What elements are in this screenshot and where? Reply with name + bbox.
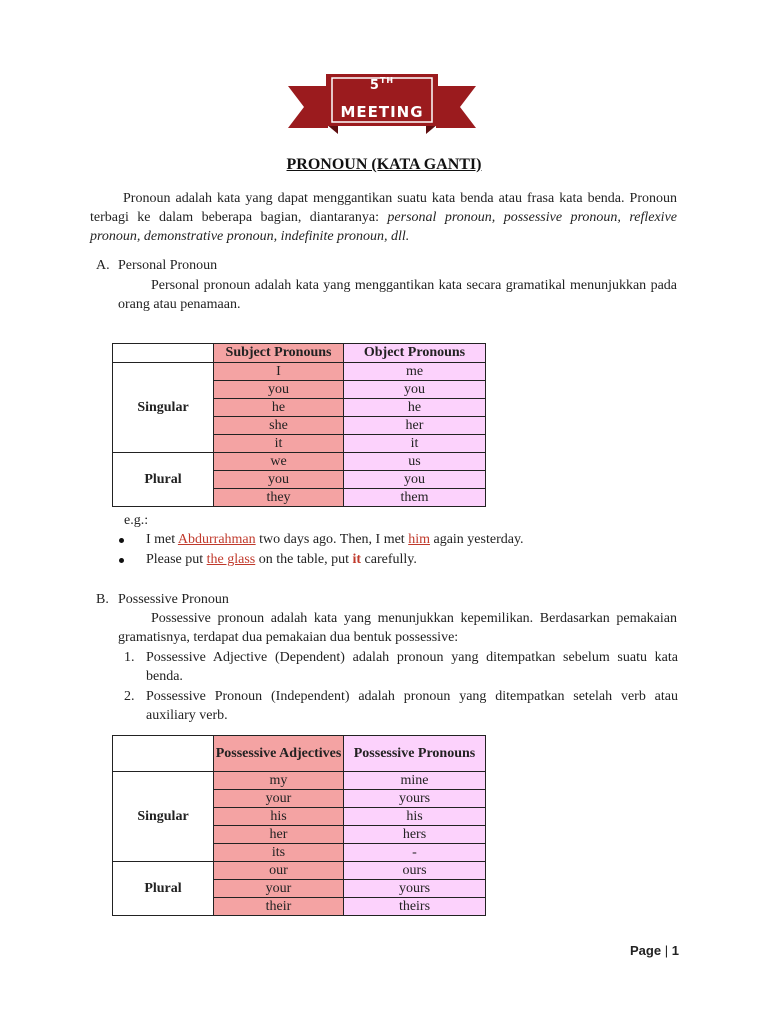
- meeting-number: 5TH: [369, 76, 395, 93]
- possessive-pronoun-table: [112, 735, 486, 916]
- table-cell: his: [214, 808, 344, 826]
- example-list: [146, 530, 524, 570]
- table-cell: theirs: [344, 898, 486, 916]
- table-cell: it: [344, 435, 486, 453]
- section-a-description: Personal pronoun adalah kata yang menggantikan kata secara gramatikal menunjukkan pada orang atau penamaan.: [118, 278, 677, 312]
- bullet-icon: [119, 558, 124, 563]
- section-b-description: Possessive pronoun adalah kata yang menunjukkan kepemilikan. Berdasarkan pemakaian gramatisnya, terdapat dua pemakaian dua bentuk possessive:: [118, 611, 677, 645]
- table-cell: your: [214, 790, 344, 808]
- table-cell: he: [214, 399, 344, 417]
- table-cell: his: [344, 808, 486, 826]
- list-item: I met Abdurrahman two days ago. Then, I met him again yesterday.: [146, 530, 524, 550]
- table-cell: my: [214, 772, 344, 790]
- object-pronouns-header: Object Pronouns: [344, 344, 486, 363]
- table-cell: we: [214, 453, 344, 471]
- singular-label: Singular: [113, 772, 214, 862]
- table-cell: you: [344, 381, 486, 399]
- table-cell: he: [344, 399, 486, 417]
- table-cell: their: [214, 898, 344, 916]
- table-header-row: [113, 736, 486, 772]
- table-cell: she: [214, 417, 344, 435]
- table-row: [113, 363, 486, 381]
- intro-paragraph: Pronoun adalah kata yang dapat menggantikan suatu kata benda atau frasa kata benda. Pronoun terbagi ke dalam beberapa bagian, diantaranya: personal pronoun, possessive pronoun, reflexive pronoun, demonstrative pronoun, indefinite pronoun, dll.: [90, 191, 678, 244]
- table-cell: her: [344, 417, 486, 435]
- table-cell: her: [214, 826, 344, 844]
- possessive-adjectives-header: Possessive Adjectives: [214, 736, 344, 772]
- meeting-label: MEETING: [340, 103, 424, 121]
- possessive-pronouns-header: Possessive Pronouns: [344, 736, 486, 772]
- table-row: [113, 453, 486, 471]
- table-row: [113, 772, 486, 790]
- table-cell: it: [214, 435, 344, 453]
- singular-label: Singular: [113, 363, 214, 453]
- table-cell: they: [214, 489, 344, 507]
- table-cell: us: [344, 453, 486, 471]
- bullet-icon: [119, 538, 124, 543]
- table-cell: them: [344, 489, 486, 507]
- table-cell: yours: [344, 790, 486, 808]
- document-title: PRONOUN (KATA GANTI): [286, 156, 482, 173]
- table-cell: you: [344, 471, 486, 489]
- table-cell: ours: [344, 862, 486, 880]
- meeting-banner: [288, 72, 476, 138]
- personal-pronoun-table: [112, 343, 486, 507]
- list-item: 2. Possessive Pronoun (Independent) adalah pronoun yang ditempatkan setelah verb atau auxiliary verb.: [124, 689, 678, 723]
- list-item: 1. Possessive Adjective (Dependent) adalah pronoun yang ditempatkan sebelum suatu kata benda.: [124, 650, 678, 684]
- table-corner-cell: [113, 344, 214, 363]
- table-cell: our: [214, 862, 344, 880]
- table-cell: you: [214, 471, 344, 489]
- table-row: [113, 862, 486, 880]
- table-cell: its: [214, 844, 344, 862]
- section-a-heading: A. Personal Pronoun: [96, 258, 218, 273]
- list-item: Please put the glass on the table, put it carefully.: [146, 550, 524, 570]
- table-cell: I: [214, 363, 344, 381]
- section-b-heading: B. Possessive Pronoun: [96, 592, 229, 607]
- table-cell: -: [344, 844, 486, 862]
- table-corner-cell: [113, 736, 214, 772]
- table-cell: hers: [344, 826, 486, 844]
- plural-label: Plural: [113, 862, 214, 916]
- plural-label: Plural: [113, 453, 214, 507]
- table-cell: your: [214, 880, 344, 898]
- table-header-row: [113, 344, 486, 363]
- table-cell: you: [214, 381, 344, 399]
- table-cell: me: [344, 363, 486, 381]
- page-number-footer: Page | 1: [630, 943, 679, 958]
- subject-pronouns-header: Subject Pronouns: [214, 344, 344, 363]
- table-cell: yours: [344, 880, 486, 898]
- table-cell: mine: [344, 772, 486, 790]
- example-label: e.g.:: [124, 513, 149, 528]
